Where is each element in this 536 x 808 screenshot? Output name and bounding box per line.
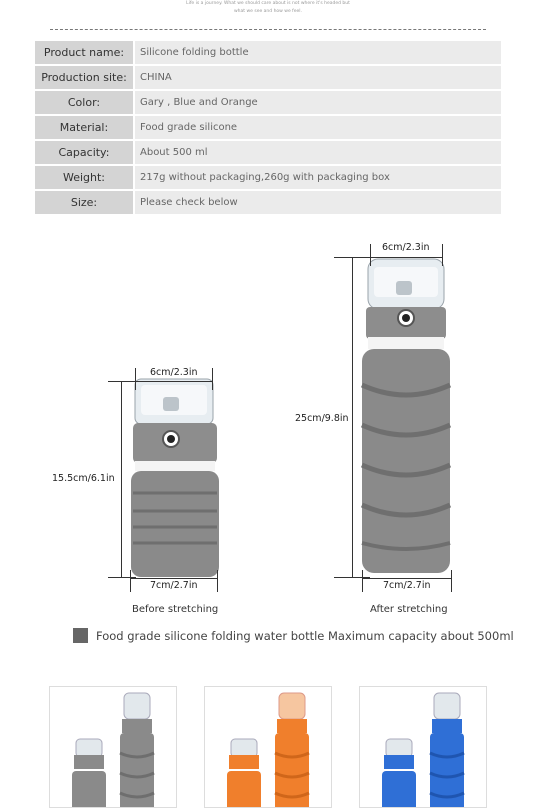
spec-value: Please check below xyxy=(135,191,501,214)
dashed-divider xyxy=(50,29,486,30)
spec-value: Food grade silicone xyxy=(135,116,501,139)
stretched-width-label: 6cm/2.3in xyxy=(382,242,430,253)
stretched-base-label: 7cm/2.7in xyxy=(383,580,431,591)
spec-row xyxy=(35,166,501,189)
folded-width-label: 6cm/2.3in xyxy=(150,367,198,378)
spec-row xyxy=(35,41,501,64)
spec-label: Weight: xyxy=(35,166,133,189)
spec-label: Color: xyxy=(35,91,133,114)
spec-value: 217g without packaging,260g with packaging box xyxy=(135,166,501,189)
after-stretching-caption: After stretching xyxy=(370,604,448,615)
spec-value: CHINA xyxy=(135,66,501,89)
spec-row xyxy=(35,191,501,214)
spec-label: Material: xyxy=(35,116,133,139)
tagline xyxy=(0,0,536,16)
spec-table xyxy=(35,41,501,216)
spec-row xyxy=(35,116,501,139)
spec-label: Product name: xyxy=(35,41,133,64)
spec-value: Silicone folding bottle xyxy=(135,41,501,64)
gray-bottle-thumbnail xyxy=(49,686,177,808)
folded-height-label: 15.5cm/6.1in xyxy=(52,473,115,484)
orange-bottle-thumbnail xyxy=(204,686,332,808)
spec-row xyxy=(35,66,501,89)
spec-value: About 500 ml xyxy=(135,141,501,164)
spec-label: Capacity: xyxy=(35,141,133,164)
spec-row xyxy=(35,91,501,114)
stretched-height-label: 25cm/9.8in xyxy=(295,413,349,424)
spec-label: Production site: xyxy=(35,66,133,89)
feature-description: Food grade silicone folding water bottle Maximum capacity about 500ml xyxy=(96,629,514,643)
tagline-line-1: Life is a journey. What we should care about is not where it's headed but xyxy=(186,1,350,6)
folded-bottle-illustration xyxy=(125,375,225,585)
square-bullet-icon xyxy=(73,628,88,643)
blue-bottle-thumbnail xyxy=(359,686,487,808)
before-stretching-caption: Before stretching xyxy=(132,604,219,615)
spec-value: Gary , Blue and Orange xyxy=(135,91,501,114)
spec-label: Size: xyxy=(35,191,133,214)
stretched-bottle-illustration xyxy=(360,255,455,580)
tagline-line-2: what we see and how we feel. xyxy=(234,9,302,14)
spec-row xyxy=(35,141,501,164)
folded-base-label: 7cm/2.7in xyxy=(150,580,198,591)
